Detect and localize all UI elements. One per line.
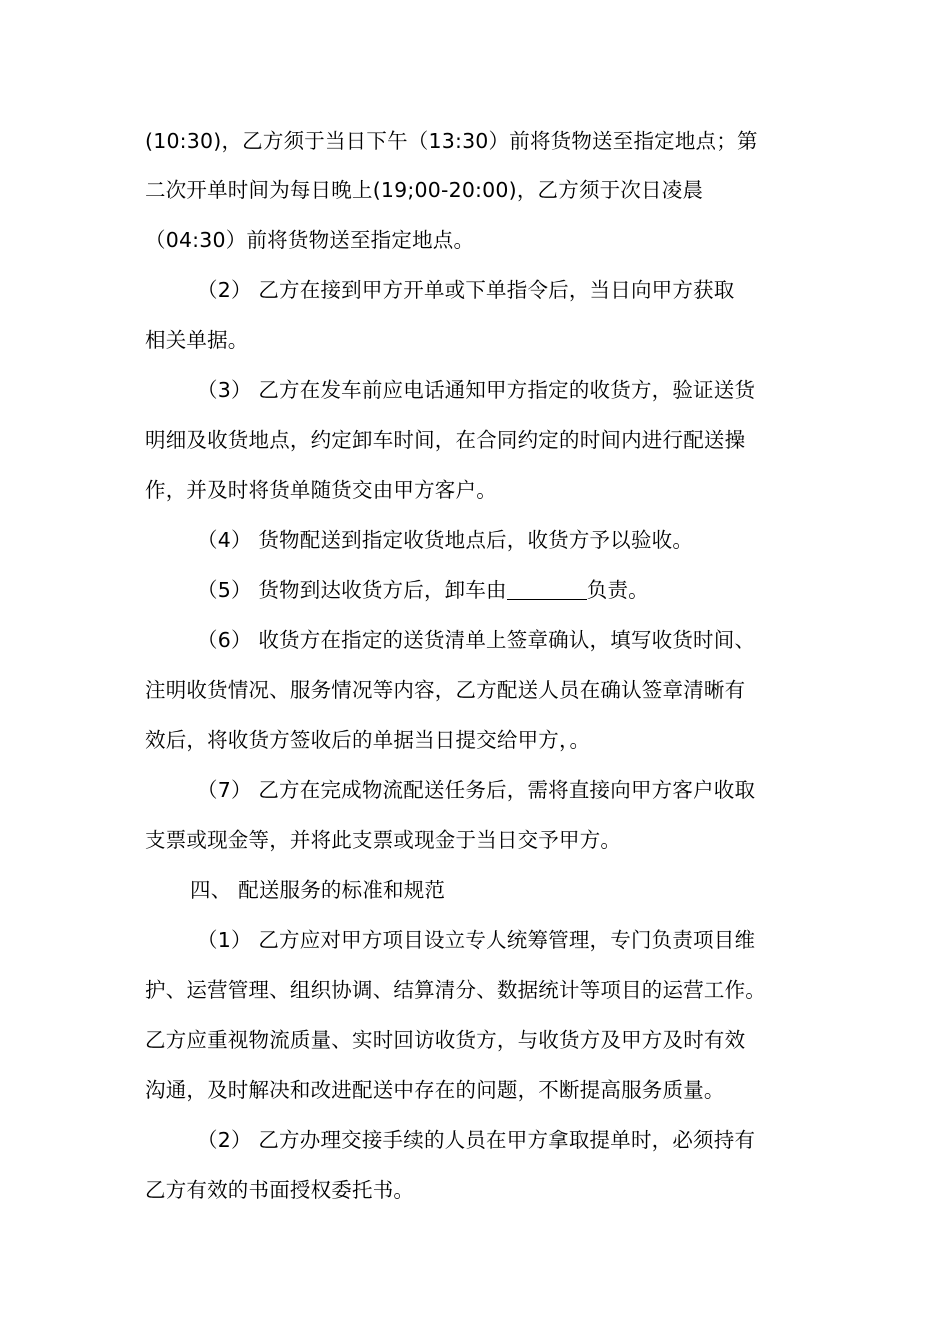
fill-in-blank	[507, 577, 587, 600]
text-line: 支票或现金等，并将此支票或现金于当日交予甲方。	[145, 828, 622, 852]
text-line: 护、运营管理、组织协调、结算清分、数据统计等项目的运营工作。	[145, 978, 766, 1002]
text-line: 明细及收货地点，约定卸车时间，在合同约定的时间内进行配送操	[145, 428, 746, 452]
text-line: 二次开单时间为每日晚上(19;00-20:00)，乙方须于次日凌晨	[145, 178, 704, 202]
list-item-3: （3） 乙方在发车前应电话通知甲方指定的收货方，验证送货	[197, 378, 756, 402]
list-item-5-text: （5） 货物到达收货方后，卸车由	[197, 578, 507, 602]
list-item-5	[197, 576, 649, 604]
list-item-2: （2） 乙方在接到甲方开单或下单指令后，当日向甲方获取	[197, 278, 735, 302]
list-item-5-suffix: 负责。	[586, 578, 649, 602]
text-line: 乙方应重视物流质量、实时回访收货方，与收货方及甲方及时有效	[145, 1028, 746, 1052]
text-line: 沟通，及时解决和改进配送中存在的问题，不断提高服务质量。	[145, 1078, 725, 1102]
text-line: 相关单据。	[145, 328, 249, 352]
text-line: 效后，将收货方签收后的单据当日提交给甲方，。	[145, 728, 591, 752]
text-line: （04:30）前将货物送至指定地点。	[145, 228, 475, 252]
text-line: 作，并及时将货单随货交由甲方客户。	[145, 478, 497, 502]
text-line: 乙方有效的书面授权委托书。	[145, 1178, 415, 1202]
list-item-7: （7） 乙方在完成物流配送任务后，需将直接向甲方客户收取	[197, 778, 756, 802]
list-item-4: （4） 货物配送到指定收货地点后，收货方予以验收。	[197, 528, 694, 552]
section-heading: 四、 配送服务的标准和规范	[190, 878, 446, 902]
text-line: (10:30)，乙方须于当日下午（13:30）前将货物送至指定地点；第	[145, 129, 758, 153]
list-item-6: （6） 收货方在指定的送货清单上签章确认，填写收货时间、	[197, 628, 756, 652]
text-line: 注明收货情况、服务情况等内容，乙方配送人员在确认签章清晰有	[145, 678, 746, 702]
list-item-2b: （2） 乙方办理交接手续的人员在甲方拿取提单时，必须持有	[197, 1128, 756, 1152]
list-item-1: （1） 乙方应对甲方项目设立专人统筹管理，专门负责项目维	[197, 928, 756, 952]
